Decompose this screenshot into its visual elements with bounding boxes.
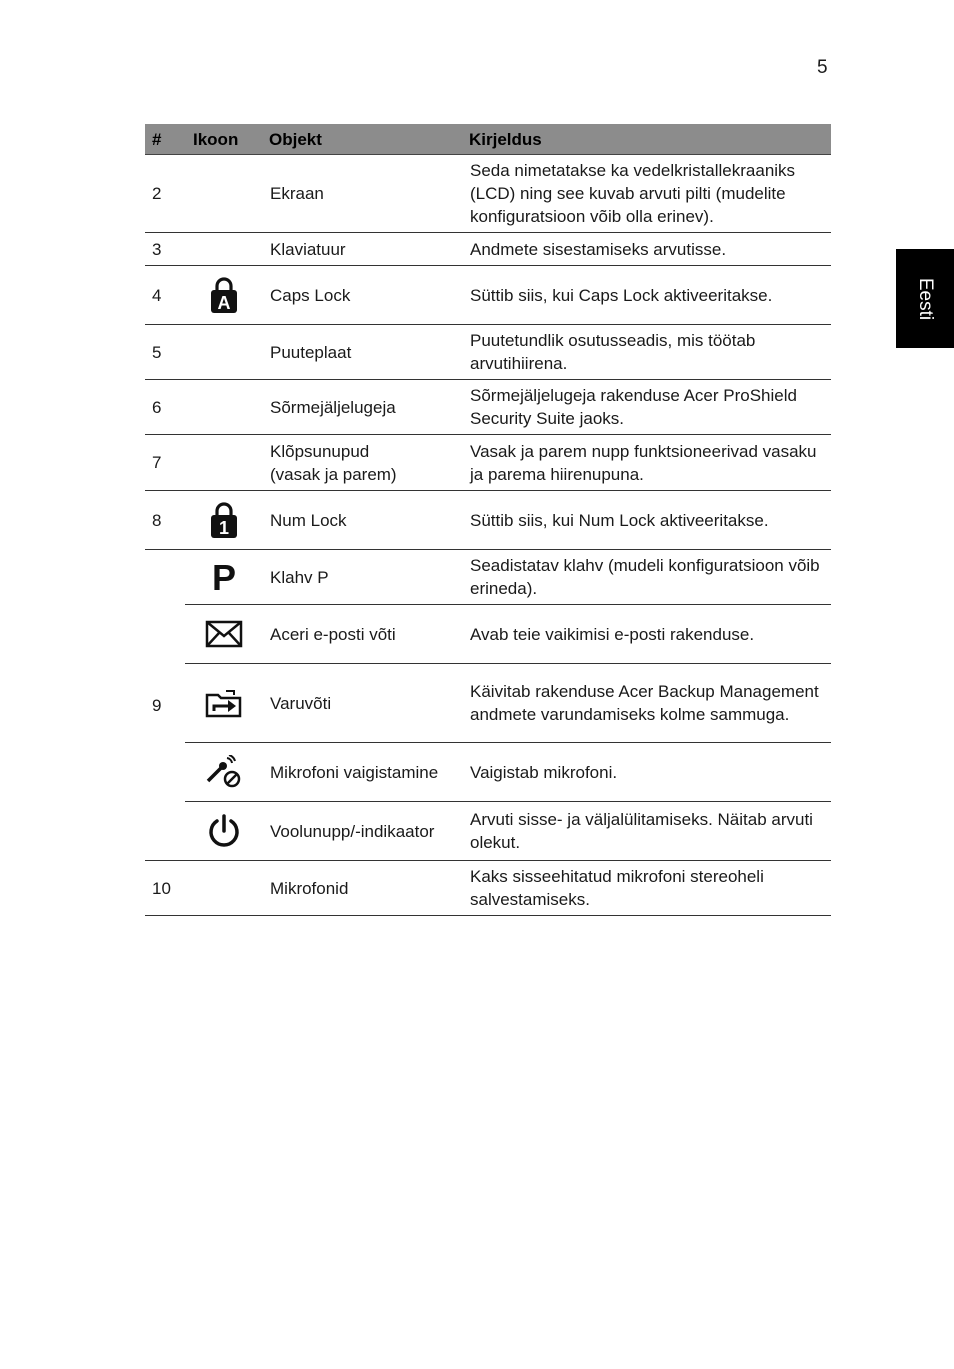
row-object-line2: (vasak ja parem) xyxy=(270,464,397,484)
row-icon xyxy=(185,550,262,605)
table-row xyxy=(145,605,831,664)
row-icon-empty xyxy=(185,435,262,491)
row-description: Süttib siis, kui Num Lock aktiveeritakse. xyxy=(462,491,831,550)
row-num: 9 xyxy=(145,550,185,861)
row-icon xyxy=(185,266,262,325)
table-row xyxy=(145,743,831,802)
row-description: Kaks sisseehitatud mikrofoni stereoheli salvestamiseks. xyxy=(462,861,831,916)
row-icon xyxy=(185,491,262,550)
row-object: Sõrmejäljelugeja xyxy=(262,380,462,435)
row-object: Mikrofonid xyxy=(262,861,462,916)
row-description: Vaigistab mikrofoni. xyxy=(462,743,831,802)
table-row xyxy=(145,550,831,605)
row-description: Arvuti sisse- ja väljalülitamiseks. Näitab arvuti olekut. xyxy=(462,802,831,861)
table-row xyxy=(145,380,831,435)
svg-text:1: 1 xyxy=(218,518,229,538)
row-object-line1: Klõpsunupud xyxy=(270,441,370,461)
row-object: Puuteplaat xyxy=(262,325,462,380)
page-number: 5 xyxy=(817,57,828,78)
header-description: Kirjeldus xyxy=(462,124,831,155)
row-description: Süttib siis, kui Caps Lock aktiveeritakse. xyxy=(462,266,831,325)
svg-text:A: A xyxy=(217,293,230,313)
table-row xyxy=(145,233,831,266)
table-header-row xyxy=(145,124,831,155)
table-row xyxy=(145,325,831,380)
header-num: # xyxy=(145,124,185,155)
caps-lock-icon xyxy=(209,276,239,314)
header-object: Objekt xyxy=(262,124,462,155)
p-key-icon xyxy=(210,560,238,594)
row-description: Avab teie vaikimisi e-posti rakenduse. xyxy=(462,605,831,664)
power-icon xyxy=(206,813,242,849)
microphone-mute-icon xyxy=(205,755,243,789)
table-row xyxy=(145,802,831,861)
row-num: 3 xyxy=(145,233,185,266)
row-object: Klaviatuur xyxy=(262,233,462,266)
language-tab xyxy=(896,249,954,348)
row-icon-empty xyxy=(185,861,262,916)
table-row xyxy=(145,435,831,491)
svg-text:P: P xyxy=(211,560,236,594)
table-row xyxy=(145,155,831,233)
row-object: Varuvõti xyxy=(262,664,462,743)
email-icon xyxy=(205,620,243,648)
row-num: 8 xyxy=(145,491,185,550)
row-icon-empty xyxy=(185,325,262,380)
row-icon xyxy=(185,605,262,664)
row-object: Aceri e-posti võti xyxy=(262,605,462,664)
row-icon-empty xyxy=(185,155,262,233)
row-num: 2 xyxy=(145,155,185,233)
row-description: Andmete sisestamiseks arvutisse. xyxy=(462,233,831,266)
row-icon-empty xyxy=(185,233,262,266)
row-description: Käivitab rakenduse Acer Backup Management andmete varundamiseks kolme sammuga. xyxy=(462,664,831,743)
table-row xyxy=(145,491,831,550)
row-object: Voolunupp/-indikaator xyxy=(262,802,462,861)
row-object: Caps Lock xyxy=(262,266,462,325)
table-row xyxy=(145,664,831,743)
row-num: 6 xyxy=(145,380,185,435)
row-object: Num Lock xyxy=(262,491,462,550)
row-object: Mikrofoni vaigistamine xyxy=(262,743,462,802)
components-table xyxy=(145,124,831,916)
row-description: Seadistatav klahv (mudeli konfiguratsioon võib erineda). xyxy=(462,550,831,605)
row-description: Vasak ja parem nupp funktsioneerivad vasaku ja parema hiirenupuna. xyxy=(462,435,831,491)
row-object xyxy=(262,435,462,491)
row-description: Seda nimetatakse ka vedelkristallekraaniks (LCD) ning see kuvab arvuti pilti (mudelite konfiguratsioon võib olla erinev). xyxy=(462,155,831,233)
row-description: Puutetundlik osutusseadis, mis töötab arvutihiirena. xyxy=(462,325,831,380)
table-row xyxy=(145,266,831,325)
backup-icon xyxy=(204,687,244,719)
row-icon xyxy=(185,802,262,861)
row-object: Klahv P xyxy=(262,550,462,605)
table-row xyxy=(145,861,831,916)
row-object: Ekraan xyxy=(262,155,462,233)
row-icon-empty xyxy=(185,380,262,435)
row-num: 5 xyxy=(145,325,185,380)
row-icon xyxy=(185,743,262,802)
row-icon xyxy=(185,664,262,743)
row-num: 4 xyxy=(145,266,185,325)
row-num: 10 xyxy=(145,861,185,916)
language-tab-label: Eesti xyxy=(915,277,936,320)
num-lock-icon xyxy=(209,501,239,539)
row-num: 7 xyxy=(145,435,185,491)
row-description: Sõrmejäljelugeja rakenduse Acer ProShield Security Suite jaoks. xyxy=(462,380,831,435)
header-icon: Ikoon xyxy=(185,124,262,155)
